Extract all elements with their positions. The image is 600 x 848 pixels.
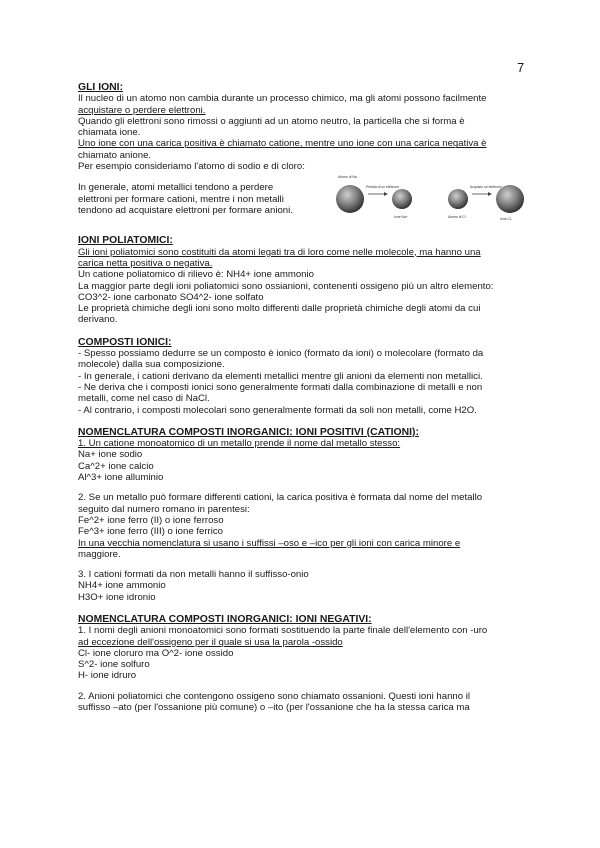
text-line: acquistare o perdere elettroni. (78, 104, 206, 116)
text-line: maggiore. (78, 548, 121, 560)
text-line: Uno ione con una carica positiva è chiamato catione, mentre uno ione con una carica negativa è (78, 138, 487, 150)
text-line: Fe^2+ ione ferro (II) o ione ferroso (78, 514, 224, 526)
text-line: La maggior parte degli ioni poliatomici sono ossianioni, contenenti ossigeno più un altro elemento: (78, 280, 494, 292)
text-line: ad eccezione dell'ossigeno per il quale si usa la parola -ossido (78, 636, 343, 648)
heading-composti: COMPOSTI IONICI: (78, 336, 172, 348)
label-cl-ion: Ione Cl- (500, 217, 512, 222)
sodium-atom-sphere (336, 185, 364, 213)
text-line: CO3^2- ione carbonato SO4^2- ione solfato (78, 291, 264, 303)
arrow-head (384, 192, 388, 196)
text-line: 1. Un catione monoatomico di un metallo prende il nome dal metallo stesso: (78, 438, 401, 450)
label-cl-atom: Atomo di Cl (448, 215, 466, 220)
page-number: 7 (517, 60, 525, 75)
text-line: Al^3+ ione alluminio (78, 472, 164, 484)
text-line: 2. Se un metallo può formare differenti cationi, la carica positiva è formata dal nome del metallo (78, 492, 483, 504)
text-line: - Ne deriva che i composti ionici sono generalmente formati dalla combinazione di metalli e non (78, 381, 483, 393)
label-na-ion: Ione Na+ (394, 215, 408, 220)
ion-formation-row (78, 175, 530, 224)
text-line: - Al contrario, i composti molecolari sono generalmente formati da soli non metalli, come H2O. (78, 404, 477, 416)
heading-poliatomici: IONI POLIATOMICI: (78, 235, 173, 247)
text-line: Per esempio consideriamo l'atomo di sodio e di cloro: (78, 161, 305, 173)
heading-anioni: NOMENCLATURA COMPOSTI INORGANICI: IONI NEGATIVI: (78, 613, 372, 625)
text-line: NH4+ ione ammonio (78, 580, 166, 592)
text-line: - In generale, i cationi derivano da elementi metallici mentre gli anioni da elementi non metallici. (78, 370, 483, 382)
document-body (78, 82, 530, 713)
heading-cationi: NOMENCLATURA COMPOSTI INORGANICI: IONI POSITIVI (CATIONI): (78, 426, 419, 438)
text-line: derivano. (78, 314, 118, 326)
text-line: In una vecchia nomenclatura si usano i suffissi –oso e –ico per gli ioni con carica minore e (78, 537, 461, 549)
text-line: molecole) dalla sua composizione. (78, 359, 225, 371)
label-loss: Perdita di un elettrone (366, 185, 400, 190)
label-gain: Acquisto un elettrone (470, 185, 502, 190)
text-line: Cl- ione cloruro ma O^2- ione ossido (78, 647, 234, 659)
text-line: seguito dal numero romano in parentesi: (78, 503, 250, 515)
sodium-ion-sphere (392, 189, 412, 209)
text-line: S^2- ione solfuro (78, 659, 150, 671)
chlorine-atom-sphere (448, 189, 468, 209)
text-line: carica netta positiva o negativa. (78, 257, 213, 269)
chloride-ion-sphere (496, 185, 524, 213)
text-line: In generale, atomi metallici tendono a perdere (78, 182, 274, 194)
text-line: 2. Anioni poliatomici che contengono ossigeno sono chiamato ossanioni. Questi ioni hanno il (78, 690, 470, 702)
text-line: H3O+ ione idronio (78, 591, 156, 603)
text-line: Ca^2+ ione calcio (78, 460, 154, 472)
text-line: Un catione poliatomico di rilievo è: NH4+ ione ammonio (78, 269, 314, 281)
text-line: Le proprietà chimiche degli ioni sono molto differenti dalle proprietà chimiche degli atomi da cui (78, 303, 481, 315)
text-line: suffisso –ato (per l'ossanione più comune) o –ito (per l'ossanione che ha la stessa carica ma (78, 702, 470, 714)
text-line: tendono ad acquistare elettroni per formare anioni. (78, 204, 293, 216)
ion-formation-figure (330, 174, 530, 224)
text-line: 3. I cationi formati da non metalli hanno il suffisso-onio (78, 569, 309, 581)
text-line: Il nucleo di un atomo non cambia durante un processo chimico, ma gli atomi possono facilmente (78, 93, 487, 105)
text-line: Na+ ione sodio (78, 449, 143, 461)
text-line: - Spesso possiamo dedurre se un composto è ionico (formato da ioni) o molecolare (formato da (78, 348, 484, 360)
text-line: chiamata ione. (78, 127, 141, 139)
text-line: chiamato anione. (78, 149, 152, 161)
text-line: elettroni per formare cationi, mentre i non metalli (78, 193, 284, 205)
text-line: Gli ioni poliatomici sono costituiti da atomi legati tra di loro come nelle molecole, ma hanno una (78, 246, 481, 258)
heading-ioni: GLI IONI: (78, 82, 124, 93)
label-na-atom: Atomo di Na (338, 175, 357, 180)
arrow-head (488, 192, 492, 196)
text-line: 1. I nomi degli anioni monoatomici sono formati sostituendo la parte finale dell'elemento con -uro (78, 625, 488, 637)
text-line: Fe^3+ ione ferro (III) o ione ferrico (78, 526, 224, 538)
text-line: Quando gli elettroni sono rimossi o aggiunti ad un atomo neutro, la particella che si forma è (78, 115, 465, 127)
text-line: H- ione idruro (78, 670, 137, 682)
text-line: metalli, come nel caso di NaCl. (78, 393, 210, 405)
general-paragraph (78, 182, 316, 216)
